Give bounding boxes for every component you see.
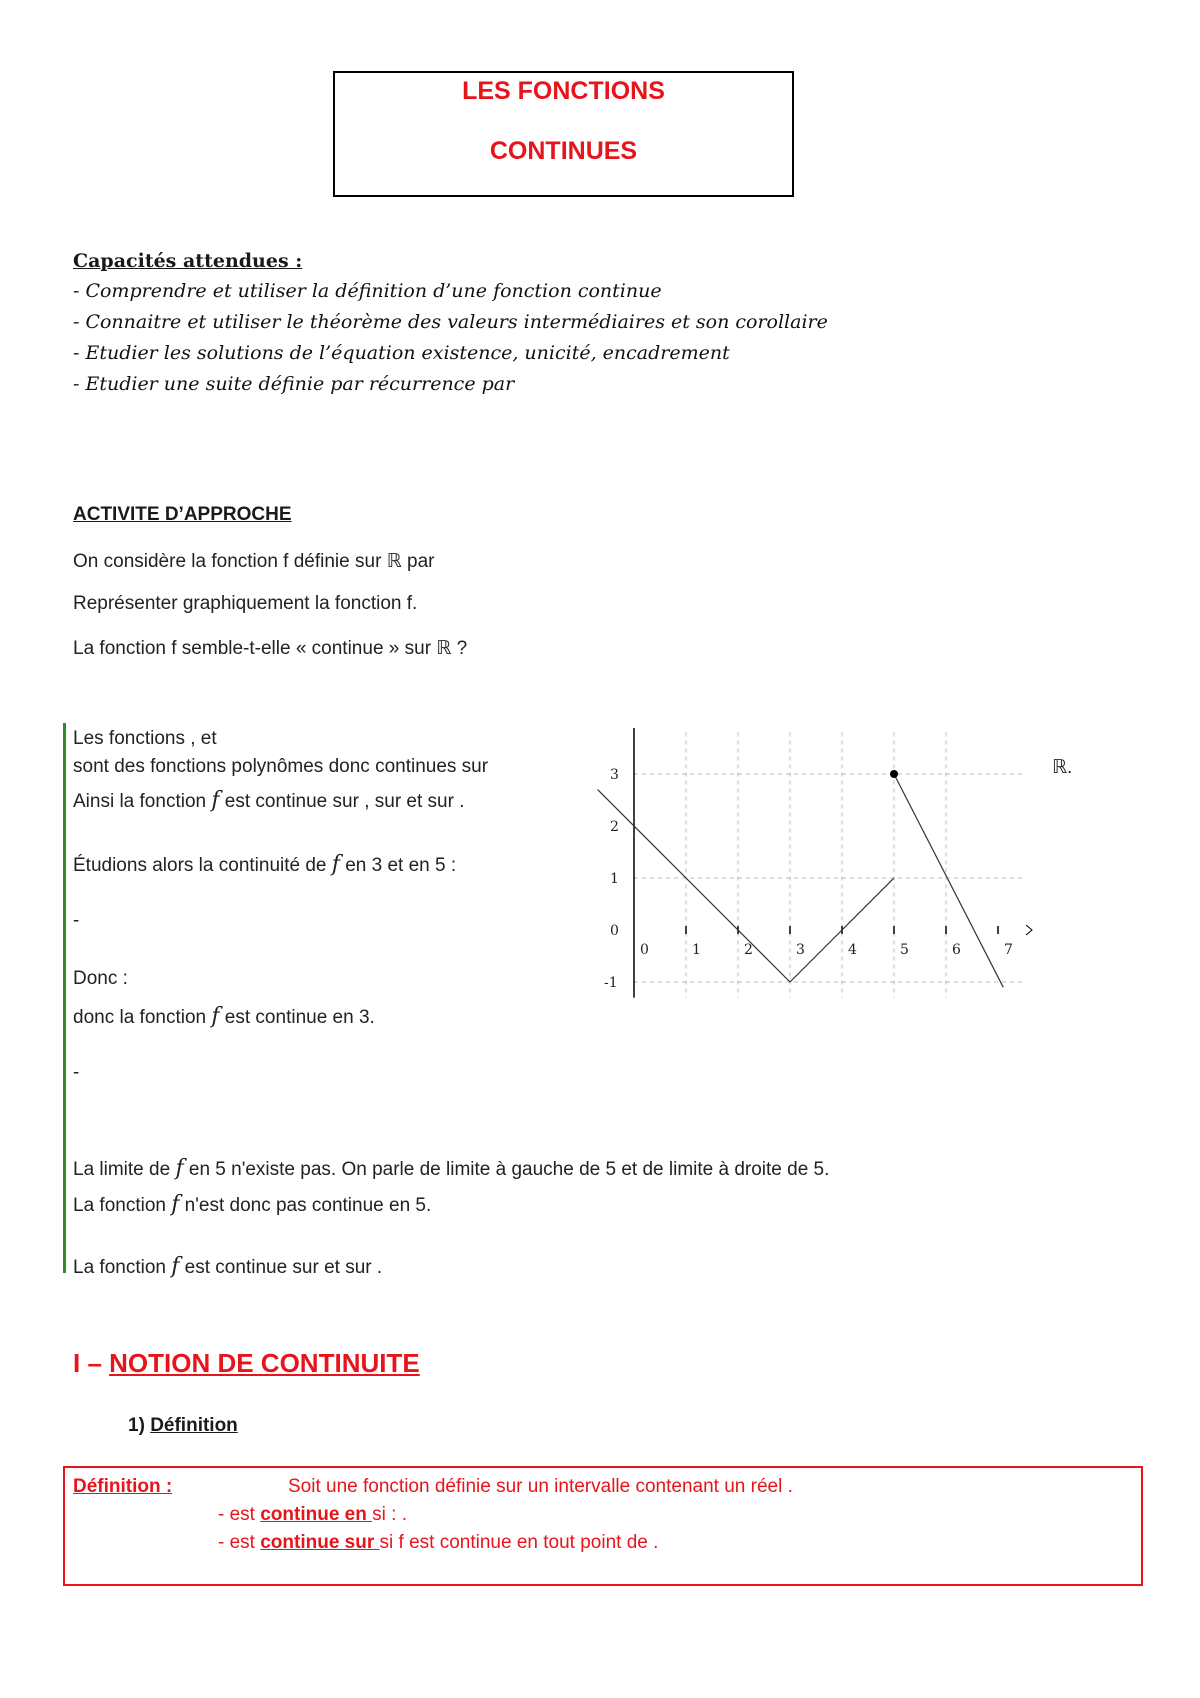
definition-intro: Soit une fonction définie sur un intervalle contenant un réel . — [288, 1476, 793, 1497]
definition-bullet-1: - est continue en si : . — [218, 1504, 407, 1525]
y-tick-label: 0 — [610, 923, 619, 939]
activite-line-3: La fonction f semble-t-elle « continue » sur ℝ ? — [73, 638, 468, 659]
activite-line-2: Représenter graphiquement la fonction f. — [73, 593, 418, 614]
correction-line-5: donc la fonction f est continue en 3. — [73, 1004, 375, 1029]
correction-line-2: sont des fonctions polynômes donc continues sur — [73, 756, 489, 777]
y-tick-label: -1 — [604, 975, 618, 991]
dash-1: - — [73, 910, 80, 931]
x-tick-label: 7 — [1004, 942, 1013, 958]
y-tick-label: 3 — [610, 767, 619, 783]
x-tick-label: 5 — [900, 942, 909, 958]
correction-line-1: Les fonctions , et — [73, 728, 217, 749]
capacite-item-1: - Comprendre et utiliser la définition d’une fonction continue — [73, 280, 662, 302]
correction-line-7: La fonction f n'est donc pas continue en 5. — [73, 1192, 432, 1217]
graph-axes — [629, 728, 1032, 998]
series-line — [894, 774, 1003, 987]
x-tick-label: 3 — [796, 942, 805, 958]
function-graph — [570, 728, 1040, 1013]
graph-tick-labels — [604, 767, 1013, 991]
x-tick-label: 0 — [640, 942, 649, 958]
activite-line-1: On considère la fonction f définie sur ℝ par — [73, 551, 435, 572]
activite-heading: ACTIVITE D’APPROCHE — [73, 504, 292, 525]
y-tick-label: 1 — [610, 871, 619, 887]
section-1-heading: I – NOTION DE CONTINUITE — [73, 1348, 420, 1378]
x-tick-label: 2 — [744, 942, 753, 958]
correction-line-6: La limite de f en 5 n'existe pas. On parle de limite à gauche de 5 et de limite à droite de 5. — [73, 1156, 830, 1181]
x-axis-arrow — [1026, 925, 1032, 935]
correction-line-3: Ainsi la fonction f est continue sur , sur et sur . — [73, 788, 465, 813]
capacite-item-2: - Connaitre et utiliser le théorème des valeurs intermédiaires et son corollaire — [73, 311, 828, 333]
capacite-item-3: - Etudier les solutions de l’équation existence, unicité, encadrement — [73, 342, 730, 364]
correction-line-4: Étudions alors la continuité de f en 3 et en 5 : — [73, 852, 457, 877]
x-tick-label: 6 — [952, 942, 961, 958]
x-tick-label: 4 — [848, 942, 857, 958]
title-line-1: LES FONCTIONS — [462, 77, 665, 105]
donc-label: Donc : — [73, 968, 128, 989]
capacites-heading: Capacités attendues : — [73, 250, 303, 272]
capacite-item-4: - Etudier une suite définie par récurrence par — [73, 373, 515, 395]
definition-bullet-2: - est continue sur si f est continue en tout point de . — [218, 1532, 659, 1553]
dash-2: - — [73, 1062, 80, 1083]
correction-margin-bar — [63, 723, 66, 1273]
x-tick-label: 1 — [692, 942, 701, 958]
title-box — [333, 71, 794, 197]
title-line-2: CONTINUES — [489, 137, 638, 165]
definition-label: Définition : — [73, 1476, 173, 1497]
real-set-symbol: ℝ. — [1052, 757, 1073, 778]
filled-point — [891, 771, 898, 778]
y-tick-label: 2 — [610, 819, 619, 835]
correction-line-8: La fonction f est continue sur et sur . — [73, 1254, 383, 1279]
subsection-definition: 1) Définition — [128, 1415, 238, 1436]
